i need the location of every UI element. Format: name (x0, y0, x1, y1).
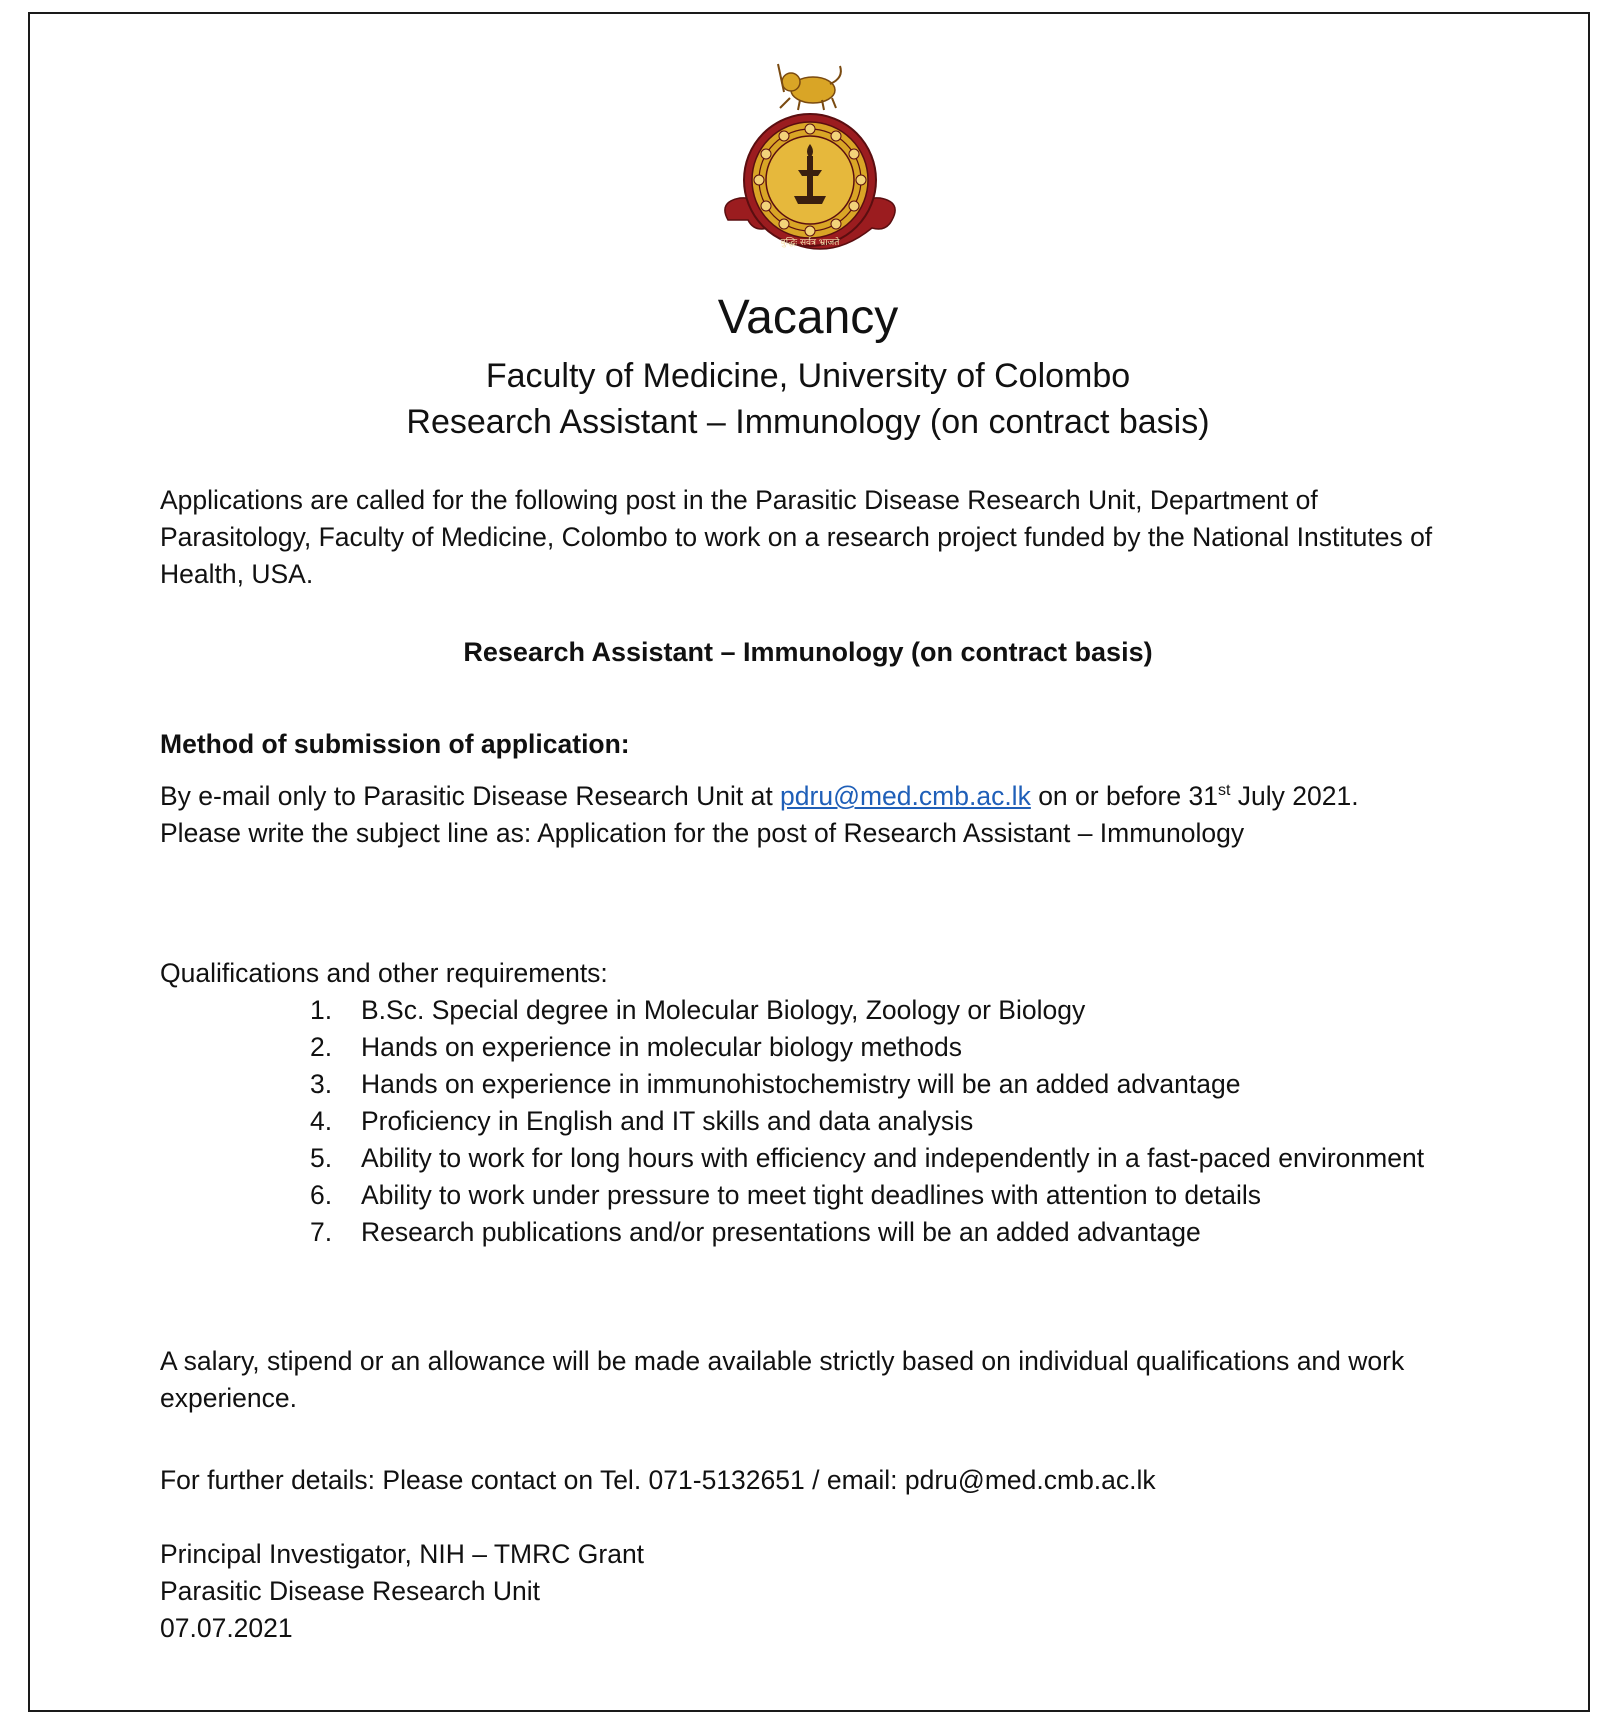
email-link[interactable]: pdru@med.cmb.ac.lk (780, 781, 1031, 811)
subject-line: Please write the subject line as: Application for the post of Research Assistant – Immunology (160, 818, 1245, 848)
list-item (300, 992, 1460, 1029)
list-item-text: Research publications and/or presentations will be an added advantage (361, 1217, 1201, 1247)
page-title: Vacancy (717, 291, 899, 344)
motto-text: बुद्धिः सर्वत्र भ्राजते (780, 238, 840, 248)
list-item (300, 1140, 1460, 1177)
submission-instructions (160, 778, 1460, 815)
qualifications-list (300, 992, 1460, 1251)
list-item-text: Ability to work for long hours with efficiency and independently in a fast-paced environment (361, 1143, 1425, 1173)
list-item (300, 1103, 1460, 1140)
list-item-text: Proficiency in English and IT skills and data analysis (361, 1106, 974, 1136)
list-item-number: 6. (310, 1180, 333, 1210)
signature-line-1: Principal Investigator, NIH – TMRC Grant (160, 1539, 645, 1569)
method-text-prefix: By e-mail only to Parasitic Disease Research Unit at (160, 781, 781, 811)
list-item-number: 3. (310, 1069, 333, 1099)
signature-date: 07.07.2021 (160, 1613, 293, 1643)
post-heading: Research Assistant – Immunology (on contract basis) (463, 637, 1153, 667)
list-item-text: Ability to work under pressure to meet tight deadlines with attention to details (361, 1180, 1262, 1210)
list-item-number: 2. (310, 1032, 333, 1062)
list-item (300, 1029, 1460, 1066)
lion-emblem (778, 64, 841, 110)
list-item-number: 1. (310, 995, 333, 1025)
list-item-number: 5. (310, 1143, 333, 1173)
date-superscript: st (1217, 782, 1231, 799)
university-crest-logo (718, 62, 902, 272)
intro-paragraph: Applications are called for the following post in the Parasitic Disease Research Unit, Department of Parasitology, Faculty of Medicine, Colombo to work on a research project funded by the National Institutes of Health, USA. (160, 485, 1433, 589)
method-text-suffix: July 2021. (1230, 781, 1359, 811)
list-item-number: 7. (310, 1217, 333, 1247)
list-item (300, 1214, 1460, 1251)
list-item-text: Hands on experience in immunohistochemistry will be an added advantage (361, 1069, 1241, 1099)
list-item (300, 1177, 1460, 1214)
position-title: Research Assistant – Immunology (on contract basis) (406, 403, 1210, 441)
qualifications-heading: Qualifications and other requirements: (160, 958, 608, 988)
list-item (300, 1066, 1460, 1103)
signature-line-2: Parasitic Disease Research Unit (160, 1576, 540, 1606)
salary-paragraph: A salary, stipend or an allowance will be made available strictly based on individual qualifications and work experience. (160, 1346, 1405, 1413)
method-text (160, 778, 1460, 852)
method-heading: Method of submission of application: (160, 729, 630, 759)
faculty-name: Faculty of Medicine, University of Colombo (485, 357, 1131, 395)
list-item-text: Hands on experience in molecular biology methods (361, 1032, 963, 1062)
contact-line: For further details: Please contact on Tel. 071-5132651 / email: pdru@med.cmb.ac.lk (160, 1465, 1156, 1495)
list-item-number: 4. (310, 1106, 333, 1136)
list-item-text: B.Sc. Special degree in Molecular Biology, Zoology or Biology (361, 995, 1086, 1025)
method-text-date: on or before 31 (1030, 781, 1218, 811)
signature-block (160, 1536, 1460, 1647)
